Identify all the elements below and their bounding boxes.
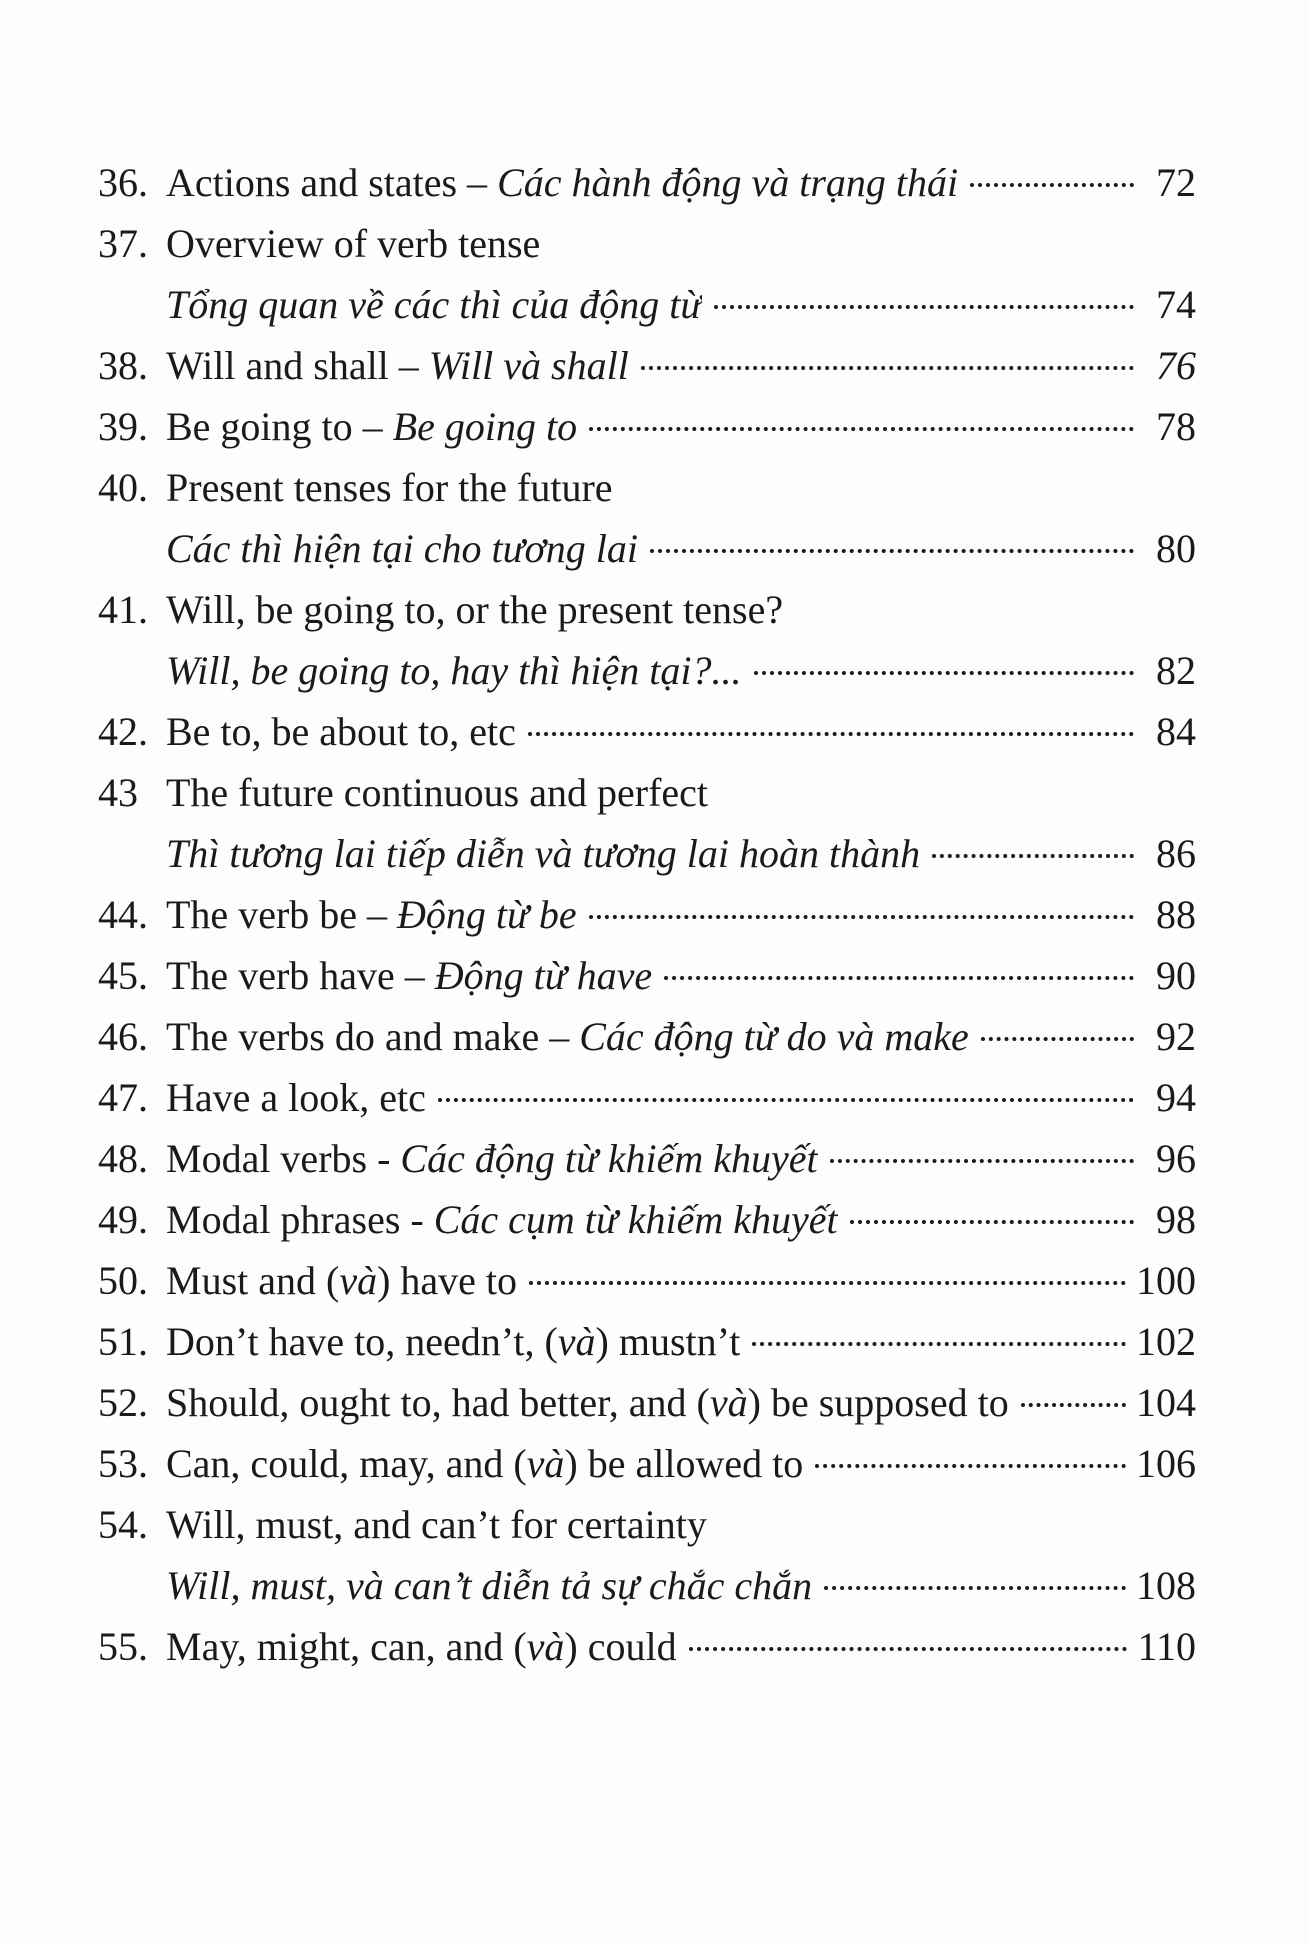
entry-title-en-suffix: ) be supposed to bbox=[747, 1380, 1009, 1425]
entry-number: 41. bbox=[98, 587, 148, 632]
toc-entry bbox=[98, 335, 1196, 396]
toc-entry bbox=[98, 152, 1196, 213]
entry-title-vi: Động từ have bbox=[434, 953, 653, 998]
entry-title bbox=[166, 1250, 517, 1311]
entry-title-en: Modal verbs - bbox=[166, 1136, 401, 1181]
entry-title bbox=[166, 396, 577, 457]
entry-title bbox=[166, 762, 708, 823]
entry-title bbox=[166, 518, 638, 579]
entry-title-vi: và bbox=[557, 1319, 596, 1364]
entry-title-en: Will, must, and can’t for certainty bbox=[166, 1502, 707, 1547]
entry-title-en: Be to, be about to, etc bbox=[166, 709, 516, 754]
toc-entry bbox=[98, 1616, 1196, 1677]
page-number: 104 bbox=[1136, 1380, 1196, 1425]
entry-title-vi: Động từ be bbox=[397, 892, 577, 937]
entry-number: 46. bbox=[98, 1014, 148, 1059]
dot-leader bbox=[981, 1037, 1134, 1041]
entry-title-en-suffix: ) could bbox=[564, 1624, 677, 1669]
entry-number: 50. bbox=[98, 1258, 148, 1303]
entry-title bbox=[166, 335, 629, 396]
toc-entry bbox=[98, 701, 1196, 762]
entry-number: 40. bbox=[98, 465, 148, 510]
toc-entry bbox=[98, 1433, 1196, 1494]
toc-entry bbox=[98, 518, 1196, 579]
entry-title-en: The verbs do and make – bbox=[166, 1014, 580, 1059]
entry-title-vi: Các thì hiện tại cho tương lai bbox=[166, 526, 639, 571]
entry-title-en: Should, ought to, had better, and ( bbox=[166, 1380, 710, 1425]
entry-title-en: Overview of verb tense bbox=[166, 221, 541, 266]
entry-number: 36. bbox=[98, 160, 148, 205]
entry-number: 43 bbox=[98, 770, 138, 815]
page-number: 102 bbox=[1136, 1319, 1196, 1364]
page-number: 94 bbox=[1156, 1075, 1196, 1120]
toc-entry bbox=[98, 1311, 1196, 1372]
toc-entry bbox=[98, 1189, 1196, 1250]
entry-title bbox=[166, 1494, 707, 1555]
entry-title bbox=[166, 152, 958, 213]
toc-entry bbox=[98, 1494, 1196, 1555]
page-number: 88 bbox=[1156, 892, 1196, 937]
entry-title bbox=[166, 1189, 838, 1250]
dot-leader bbox=[1021, 1403, 1126, 1407]
dot-leader bbox=[438, 1098, 1134, 1102]
entry-title-en: Will and shall – bbox=[166, 343, 429, 388]
entry-title-vi: và bbox=[526, 1624, 565, 1669]
entry-title-en: Modal phrases - bbox=[166, 1197, 434, 1242]
entry-number: 48. bbox=[98, 1136, 148, 1181]
entry-title bbox=[166, 579, 783, 640]
toc-entry bbox=[98, 1250, 1196, 1311]
entry-title-vi: Các động từ do và make bbox=[579, 1014, 969, 1059]
page-number: 108 bbox=[1136, 1563, 1196, 1608]
page-number: 86 bbox=[1156, 831, 1196, 876]
entry-title-vi: và bbox=[709, 1380, 748, 1425]
toc-entry bbox=[98, 1128, 1196, 1189]
entry-number: 51. bbox=[98, 1319, 148, 1364]
dot-leader bbox=[850, 1220, 1134, 1224]
page-number: 100 bbox=[1136, 1258, 1196, 1303]
entry-title-en: Must and ( bbox=[166, 1258, 340, 1303]
page-number: 90 bbox=[1156, 953, 1196, 998]
entry-title-en-suffix: ) have to bbox=[377, 1258, 518, 1303]
dot-leader bbox=[689, 1647, 1128, 1651]
entry-number: 44. bbox=[98, 892, 148, 937]
entry-title bbox=[166, 640, 742, 701]
entry-number: 54. bbox=[98, 1502, 148, 1547]
dot-leader bbox=[664, 976, 1134, 980]
page-number: 82 bbox=[1156, 648, 1196, 693]
dot-leader bbox=[528, 732, 1134, 736]
entry-title-vi: và bbox=[526, 1441, 565, 1486]
page-number: 110 bbox=[1137, 1624, 1196, 1669]
toc-entry bbox=[98, 945, 1196, 1006]
entry-title-vi: Các động từ khiếm khuyết bbox=[400, 1136, 818, 1181]
dot-leader bbox=[641, 366, 1134, 370]
dot-leader bbox=[650, 549, 1134, 553]
dot-leader bbox=[970, 183, 1134, 187]
entry-title bbox=[166, 1555, 812, 1616]
entry-title-en: Present tenses for the future bbox=[166, 465, 613, 510]
entry-title bbox=[166, 1067, 426, 1128]
page-number: 96 bbox=[1156, 1136, 1196, 1181]
toc-entry bbox=[98, 274, 1196, 335]
entry-title-en-suffix: ) be allowed to bbox=[564, 1441, 804, 1486]
entry-number: 53. bbox=[98, 1441, 148, 1486]
entry-title-vi: và bbox=[339, 1258, 378, 1303]
entry-title bbox=[166, 1616, 677, 1677]
toc-entry bbox=[98, 213, 1196, 274]
entry-title-vi: Will, must, và can’t diễn tả sự chắc chắn bbox=[166, 1563, 813, 1608]
toc-entry bbox=[98, 457, 1196, 518]
entry-title bbox=[166, 274, 702, 335]
toc-entry bbox=[98, 823, 1196, 884]
page-number: 78 bbox=[1156, 404, 1196, 449]
entry-number: 37. bbox=[98, 221, 148, 266]
dot-leader bbox=[932, 854, 1134, 858]
page-number: 98 bbox=[1156, 1197, 1196, 1242]
entry-title-en: The verb be – bbox=[166, 892, 398, 937]
entry-title bbox=[166, 1311, 740, 1372]
entry-title bbox=[166, 1372, 1009, 1433]
entry-title bbox=[166, 823, 920, 884]
entry-title bbox=[166, 213, 540, 274]
toc-entry bbox=[98, 396, 1196, 457]
dot-leader bbox=[529, 1281, 1126, 1285]
entry-title bbox=[166, 1128, 818, 1189]
page-number: 92 bbox=[1156, 1014, 1196, 1059]
dot-leader bbox=[830, 1159, 1134, 1163]
toc-entry bbox=[98, 640, 1196, 701]
entry-title-en: Actions and states – bbox=[166, 160, 498, 205]
dot-leader bbox=[589, 915, 1134, 919]
entry-title-vi: Be going to bbox=[392, 404, 578, 449]
entry-title-en: Can, could, may, and ( bbox=[166, 1441, 527, 1486]
dot-leader bbox=[752, 1342, 1126, 1346]
toc-entry bbox=[98, 762, 1196, 823]
entry-title-vi: Will và shall bbox=[428, 343, 629, 388]
entry-title bbox=[166, 701, 516, 762]
entry-title-en: May, might, can, and ( bbox=[166, 1624, 527, 1669]
entry-title-en: Don’t have to, needn’t, ( bbox=[166, 1319, 558, 1364]
page-number: 84 bbox=[1156, 709, 1196, 754]
page-number: 76 bbox=[1156, 343, 1196, 388]
toc-entry bbox=[98, 884, 1196, 945]
entry-number: 52. bbox=[98, 1380, 148, 1425]
toc-entry bbox=[98, 1067, 1196, 1128]
dot-leader bbox=[589, 427, 1134, 431]
table-of-contents bbox=[98, 152, 1196, 1677]
page-number: 74 bbox=[1156, 282, 1196, 327]
page-number: 72 bbox=[1156, 160, 1196, 205]
entry-title-en: Will, be going to, or the present tense? bbox=[166, 587, 784, 632]
entry-title bbox=[166, 1433, 803, 1494]
entry-title-vi: Will, be going to, hay thì hiện tại?... bbox=[166, 648, 742, 693]
toc-entry bbox=[98, 579, 1196, 640]
dot-leader bbox=[754, 671, 1134, 675]
toc-entry bbox=[98, 1372, 1196, 1433]
dot-leader bbox=[714, 305, 1134, 309]
entry-title-vi: Thì tương lai tiếp diễn và tương lai hoàn thành bbox=[166, 831, 921, 876]
entry-number: 47. bbox=[98, 1075, 148, 1120]
entry-title-en: The future continuous and perfect bbox=[166, 770, 709, 815]
entry-number: 39. bbox=[98, 404, 148, 449]
entry-title-vi: Các cụm từ khiếm khuyết bbox=[433, 1197, 838, 1242]
entry-number: 38. bbox=[98, 343, 148, 388]
entry-number: 49. bbox=[98, 1197, 148, 1242]
entry-title bbox=[166, 945, 652, 1006]
dot-leader bbox=[815, 1464, 1126, 1468]
page-number: 80 bbox=[1156, 526, 1196, 571]
entry-title-en-suffix: ) mustn’t bbox=[595, 1319, 741, 1364]
entry-title bbox=[166, 884, 577, 945]
entry-title bbox=[166, 1006, 969, 1067]
entry-title-vi: Các hành động và trạng thái bbox=[497, 160, 959, 205]
entry-title-en: Be going to – bbox=[166, 404, 393, 449]
entry-title-en: Have a look, etc bbox=[166, 1075, 426, 1120]
dot-leader bbox=[824, 1586, 1126, 1590]
entry-title-vi: Tổng quan về các thì của động từ bbox=[166, 282, 703, 327]
entry-number: 42. bbox=[98, 709, 148, 754]
entry-number: 55. bbox=[98, 1624, 148, 1669]
page-number: 106 bbox=[1136, 1441, 1196, 1486]
entry-title-en: The verb have – bbox=[166, 953, 435, 998]
entry-title bbox=[166, 457, 613, 518]
toc-entry bbox=[98, 1555, 1196, 1616]
entry-number: 45. bbox=[98, 953, 148, 998]
toc-entry bbox=[98, 1006, 1196, 1067]
